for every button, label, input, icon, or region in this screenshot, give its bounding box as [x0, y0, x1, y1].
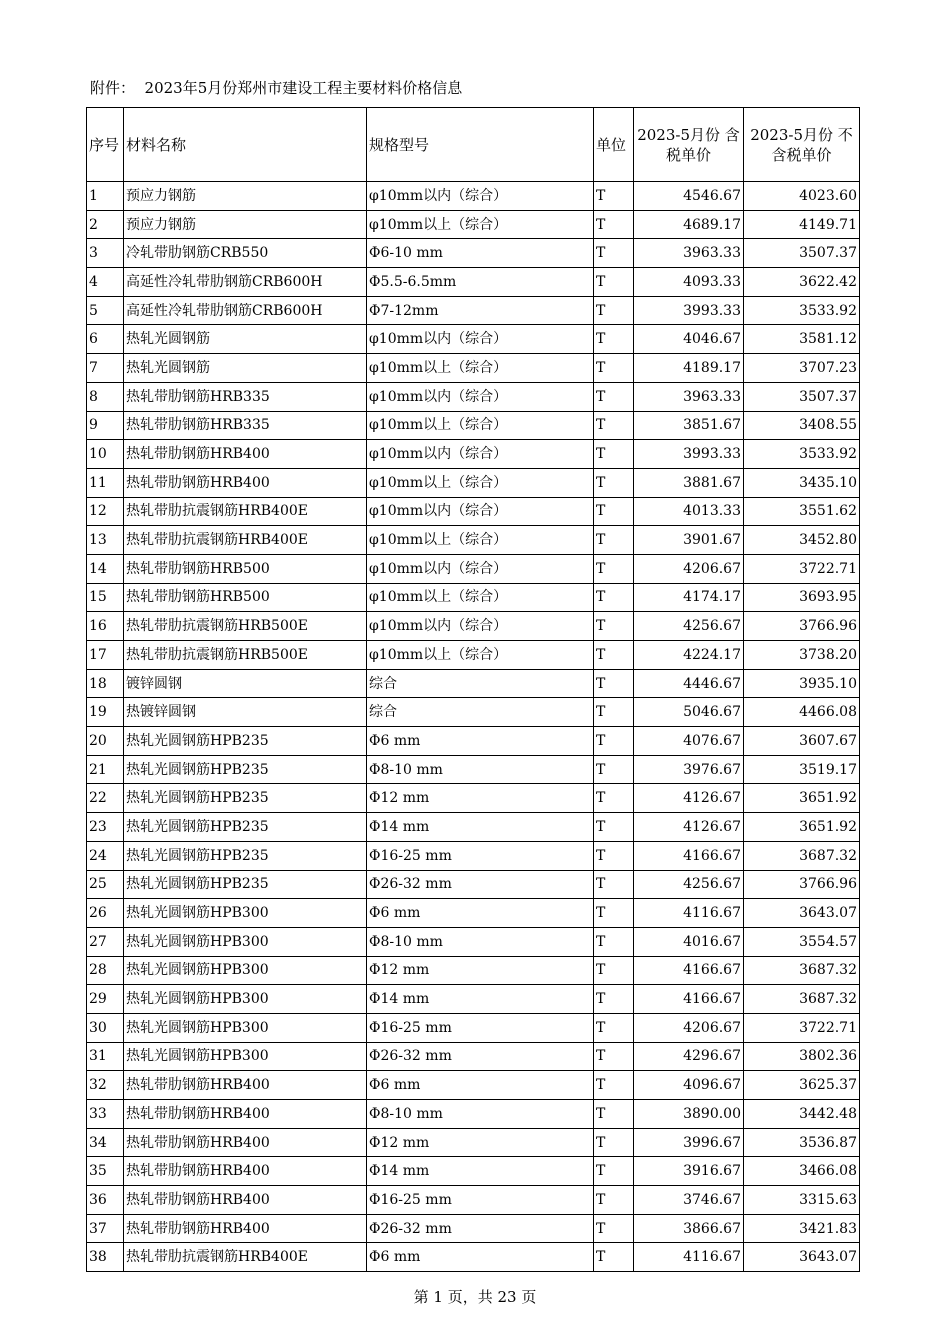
- cell-price-notax: 3421.83: [744, 1214, 860, 1243]
- cell-unit: T: [594, 182, 634, 211]
- cell-unit: T: [594, 813, 634, 842]
- cell-price-notax: 3315.63: [744, 1186, 860, 1215]
- cell-price-notax: 3651.92: [744, 784, 860, 813]
- cell-unit: T: [594, 927, 634, 956]
- cell-price-tax: 3851.67: [634, 411, 744, 440]
- cell-name: 热轧带肋抗震钢筋HRB500E: [124, 641, 367, 670]
- cell-name: 冷轧带肋钢筋CRB550: [124, 239, 367, 268]
- table-row: [87, 1214, 860, 1243]
- cell-name: 高延性冷轧带肋钢筋CRB600H: [124, 268, 367, 297]
- cell-unit: T: [594, 956, 634, 985]
- cell-spec: φ10mm以上（综合）: [367, 411, 594, 440]
- cell-name: 热轧光圆钢筋HPB235: [124, 813, 367, 842]
- cell-spec: φ10mm以内（综合）: [367, 554, 594, 583]
- cell-spec: Φ8-10 mm: [367, 927, 594, 956]
- cell-seq: 11: [87, 468, 124, 497]
- cell-name: 热轧带肋钢筋HRB400: [124, 1128, 367, 1157]
- cell-price-tax: 4446.67: [634, 669, 744, 698]
- cell-name: 热轧光圆钢筋HPB235: [124, 784, 367, 813]
- cell-price-tax: 4189.17: [634, 354, 744, 383]
- cell-price-tax: 4116.67: [634, 899, 744, 928]
- table-row: [87, 382, 860, 411]
- cell-name: 镀锌圆钢: [124, 669, 367, 698]
- cell-spec: Φ12 mm: [367, 956, 594, 985]
- table-row: [87, 669, 860, 698]
- cell-price-tax: 4126.67: [634, 813, 744, 842]
- cell-price-notax: 3625.37: [744, 1071, 860, 1100]
- cell-spec: φ10mm以内（综合）: [367, 325, 594, 354]
- cell-price-notax: 4149.71: [744, 210, 860, 239]
- cell-spec: φ10mm以上（综合）: [367, 210, 594, 239]
- cell-price-tax: 3866.67: [634, 1214, 744, 1243]
- cell-spec: Φ16-25 mm: [367, 841, 594, 870]
- cell-spec: Φ14 mm: [367, 813, 594, 842]
- cell-unit: T: [594, 583, 634, 612]
- cell-spec: φ10mm以上（综合）: [367, 526, 594, 555]
- table-row: [87, 210, 860, 239]
- cell-unit: T: [594, 641, 634, 670]
- cell-seq: 4: [87, 268, 124, 297]
- cell-seq: 24: [87, 841, 124, 870]
- cell-seq: 21: [87, 755, 124, 784]
- cell-unit: T: [594, 698, 634, 727]
- table-row: [87, 755, 860, 784]
- cell-price-tax: 4126.67: [634, 784, 744, 813]
- cell-spec: Φ5.5-6.5mm: [367, 268, 594, 297]
- cell-name: 热轧带肋钢筋HRB500: [124, 583, 367, 612]
- cell-seq: 33: [87, 1100, 124, 1129]
- cell-price-tax: 3976.67: [634, 755, 744, 784]
- table-row: [87, 497, 860, 526]
- cell-price-tax: 5046.67: [634, 698, 744, 727]
- cell-unit: T: [594, 612, 634, 641]
- cell-spec: Φ7-12mm: [367, 296, 594, 325]
- cell-price-notax: 3507.37: [744, 382, 860, 411]
- cell-name: 热轧光圆钢筋HPB300: [124, 1013, 367, 1042]
- cell-price-notax: 3722.71: [744, 554, 860, 583]
- cell-price-tax: 4166.67: [634, 956, 744, 985]
- table-row: [87, 1013, 860, 1042]
- table-row: [87, 813, 860, 842]
- cell-price-tax: 4166.67: [634, 841, 744, 870]
- table-row: [87, 1186, 860, 1215]
- cell-spec: Φ26-32 mm: [367, 1214, 594, 1243]
- cell-price-tax: 3993.33: [634, 296, 744, 325]
- cell-unit: T: [594, 1157, 634, 1186]
- cell-spec: φ10mm以上（综合）: [367, 583, 594, 612]
- cell-price-tax: 4093.33: [634, 268, 744, 297]
- table-row: [87, 1071, 860, 1100]
- table-row: [87, 411, 860, 440]
- cell-seq: 5: [87, 296, 124, 325]
- cell-unit: T: [594, 296, 634, 325]
- cell-unit: T: [594, 1243, 634, 1272]
- table-header-row: [87, 108, 860, 182]
- cell-price-notax: 3693.95: [744, 583, 860, 612]
- cell-seq: 28: [87, 956, 124, 985]
- cell-unit: T: [594, 239, 634, 268]
- cell-spec: Φ14 mm: [367, 985, 594, 1014]
- cell-spec: Φ8-10 mm: [367, 1100, 594, 1129]
- cell-name: 热轧带肋钢筋HRB400: [124, 440, 367, 469]
- cell-seq: 22: [87, 784, 124, 813]
- cell-unit: T: [594, 325, 634, 354]
- cell-spec: Φ16-25 mm: [367, 1186, 594, 1215]
- cell-price-tax: 4013.33: [634, 497, 744, 526]
- cell-unit: T: [594, 440, 634, 469]
- cell-price-notax: 3533.92: [744, 440, 860, 469]
- table-row: [87, 1128, 860, 1157]
- cell-unit: T: [594, 870, 634, 899]
- cell-seq: 1: [87, 182, 124, 211]
- cell-price-notax: 3622.42: [744, 268, 860, 297]
- cell-unit: T: [594, 210, 634, 239]
- cell-name: 热轧光圆钢筋HPB300: [124, 927, 367, 956]
- table-row: [87, 182, 860, 211]
- cell-seq: 25: [87, 870, 124, 899]
- cell-price-notax: 3519.17: [744, 755, 860, 784]
- cell-spec: Φ26-32 mm: [367, 1042, 594, 1071]
- cell-seq: 8: [87, 382, 124, 411]
- cell-unit: T: [594, 784, 634, 813]
- cell-name: 热轧带肋抗震钢筋HRB400E: [124, 526, 367, 555]
- cell-price-notax: 3442.48: [744, 1100, 860, 1129]
- cell-seq: 32: [87, 1071, 124, 1100]
- table-row: [87, 296, 860, 325]
- cell-name: 热轧光圆钢筋HPB300: [124, 956, 367, 985]
- table-row: [87, 899, 860, 928]
- cell-seq: 13: [87, 526, 124, 555]
- cell-price-notax: 3643.07: [744, 1243, 860, 1272]
- cell-spec: φ10mm以内（综合）: [367, 440, 594, 469]
- cell-name: 热轧带肋钢筋HRB400: [124, 1186, 367, 1215]
- cell-price-notax: 3687.32: [744, 985, 860, 1014]
- table-row: [87, 841, 860, 870]
- header-price-notax: 2023-5月份 不含税单价: [744, 108, 860, 182]
- table-row: [87, 354, 860, 383]
- cell-seq: 37: [87, 1214, 124, 1243]
- cell-price-tax: 3916.67: [634, 1157, 744, 1186]
- table-row: [87, 1243, 860, 1272]
- cell-price-notax: 3466.08: [744, 1157, 860, 1186]
- document-title: 附件： 2023年5月份郑州市建设工程主要材料价格信息: [90, 79, 463, 97]
- cell-unit: T: [594, 382, 634, 411]
- table-row: [87, 440, 860, 469]
- cell-price-tax: 4174.17: [634, 583, 744, 612]
- cell-name: 热轧光圆钢筋HPB235: [124, 841, 367, 870]
- cell-price-notax: 3707.23: [744, 354, 860, 383]
- table-row: [87, 698, 860, 727]
- header-name: 材料名称: [124, 108, 367, 182]
- cell-seq: 16: [87, 612, 124, 641]
- cell-price-notax: 3536.87: [744, 1128, 860, 1157]
- cell-unit: T: [594, 468, 634, 497]
- cell-seq: 6: [87, 325, 124, 354]
- cell-price-notax: 3651.92: [744, 813, 860, 842]
- cell-spec: φ10mm以内（综合）: [367, 497, 594, 526]
- cell-price-notax: 3766.96: [744, 870, 860, 899]
- cell-price-tax: 4296.67: [634, 1042, 744, 1071]
- cell-seq: 15: [87, 583, 124, 612]
- cell-seq: 27: [87, 927, 124, 956]
- cell-spec: φ10mm以内（综合）: [367, 182, 594, 211]
- cell-price-tax: 3901.67: [634, 526, 744, 555]
- cell-spec: Φ8-10 mm: [367, 755, 594, 784]
- cell-name: 热轧带肋钢筋HRB400: [124, 1100, 367, 1129]
- cell-price-tax: 3993.33: [634, 440, 744, 469]
- cell-name: 热轧带肋抗震钢筋HRB500E: [124, 612, 367, 641]
- cell-unit: T: [594, 554, 634, 583]
- cell-name: 热轧光圆钢筋: [124, 325, 367, 354]
- cell-price-tax: 3746.67: [634, 1186, 744, 1215]
- table-row: [87, 727, 860, 756]
- cell-seq: 18: [87, 669, 124, 698]
- table-row: [87, 985, 860, 1014]
- cell-price-tax: 4166.67: [634, 985, 744, 1014]
- cell-spec: Φ12 mm: [367, 784, 594, 813]
- cell-price-notax: 3643.07: [744, 899, 860, 928]
- table-row: [87, 870, 860, 899]
- table-row: [87, 268, 860, 297]
- table-row: [87, 468, 860, 497]
- cell-spec: φ10mm以上（综合）: [367, 468, 594, 497]
- cell-unit: T: [594, 1013, 634, 1042]
- cell-price-tax: 3963.33: [634, 382, 744, 411]
- cell-price-notax: 3452.80: [744, 526, 860, 555]
- cell-name: 预应力钢筋: [124, 182, 367, 211]
- cell-unit: T: [594, 1042, 634, 1071]
- cell-price-notax: 3551.62: [744, 497, 860, 526]
- cell-price-notax: 3687.32: [744, 956, 860, 985]
- table-row: [87, 325, 860, 354]
- cell-price-notax: 3722.71: [744, 1013, 860, 1042]
- table-row: [87, 927, 860, 956]
- cell-name: 热轧带肋钢筋HRB335: [124, 411, 367, 440]
- table-row: [87, 239, 860, 268]
- cell-unit: T: [594, 727, 634, 756]
- cell-name: 热轧带肋抗震钢筋HRB400E: [124, 497, 367, 526]
- cell-unit: T: [594, 1100, 634, 1129]
- cell-name: 热镀锌圆钢: [124, 698, 367, 727]
- cell-name: 热轧带肋钢筋HRB400: [124, 1071, 367, 1100]
- cell-price-tax: 4116.67: [634, 1243, 744, 1272]
- cell-name: 热轧光圆钢筋HPB300: [124, 985, 367, 1014]
- cell-name: 热轧带肋钢筋HRB400: [124, 468, 367, 497]
- cell-price-tax: 4256.67: [634, 612, 744, 641]
- cell-price-tax: 4256.67: [634, 870, 744, 899]
- cell-unit: T: [594, 899, 634, 928]
- page-footer: 第 1 页，共 23 页: [413, 1288, 537, 1306]
- cell-price-notax: 4023.60: [744, 182, 860, 211]
- cell-price-notax: 3766.96: [744, 612, 860, 641]
- cell-spec: Φ6-10 mm: [367, 239, 594, 268]
- cell-spec: φ10mm以上（综合）: [367, 641, 594, 670]
- cell-seq: 35: [87, 1157, 124, 1186]
- cell-price-notax: 3533.92: [744, 296, 860, 325]
- cell-unit: T: [594, 1071, 634, 1100]
- cell-seq: 17: [87, 641, 124, 670]
- cell-price-notax: 3935.10: [744, 669, 860, 698]
- cell-spec: φ10mm以内（综合）: [367, 612, 594, 641]
- price-table: [86, 107, 860, 1272]
- cell-spec: Φ14 mm: [367, 1157, 594, 1186]
- cell-price-tax: 3881.67: [634, 468, 744, 497]
- cell-name: 热轧光圆钢筋HPB300: [124, 899, 367, 928]
- cell-price-tax: 4046.67: [634, 325, 744, 354]
- table-row: [87, 554, 860, 583]
- cell-seq: 30: [87, 1013, 124, 1042]
- cell-seq: 31: [87, 1042, 124, 1071]
- cell-price-notax: 3687.32: [744, 841, 860, 870]
- cell-spec: Φ16-25 mm: [367, 1013, 594, 1042]
- cell-unit: T: [594, 1128, 634, 1157]
- cell-spec: Φ6 mm: [367, 1071, 594, 1100]
- table-row: [87, 784, 860, 813]
- cell-seq: 2: [87, 210, 124, 239]
- cell-seq: 14: [87, 554, 124, 583]
- cell-unit: T: [594, 497, 634, 526]
- cell-price-tax: 4689.17: [634, 210, 744, 239]
- table-body: [87, 182, 860, 1272]
- header-seq: 序号: [87, 108, 124, 182]
- cell-spec: Φ26-32 mm: [367, 870, 594, 899]
- cell-price-tax: 4096.67: [634, 1071, 744, 1100]
- cell-price-notax: 3408.55: [744, 411, 860, 440]
- cell-seq: 12: [87, 497, 124, 526]
- cell-spec: Φ6 mm: [367, 1243, 594, 1272]
- cell-seq: 20: [87, 727, 124, 756]
- cell-unit: T: [594, 985, 634, 1014]
- cell-name: 热轧带肋钢筋HRB400: [124, 1214, 367, 1243]
- cell-name: 热轧光圆钢筋: [124, 354, 367, 383]
- cell-price-tax: 4546.67: [634, 182, 744, 211]
- cell-unit: T: [594, 1214, 634, 1243]
- cell-spec: φ10mm以内（综合）: [367, 382, 594, 411]
- cell-unit: T: [594, 526, 634, 555]
- cell-name: 热轧光圆钢筋HPB235: [124, 870, 367, 899]
- table-row: [87, 1157, 860, 1186]
- table-row: [87, 583, 860, 612]
- cell-unit: T: [594, 755, 634, 784]
- cell-spec: 综合: [367, 698, 594, 727]
- cell-unit: T: [594, 1186, 634, 1215]
- header-spec: 规格型号: [367, 108, 594, 182]
- cell-spec: 综合: [367, 669, 594, 698]
- cell-seq: 26: [87, 899, 124, 928]
- cell-price-tax: 4206.67: [634, 1013, 744, 1042]
- cell-name: 热轧带肋钢筋HRB400: [124, 1157, 367, 1186]
- cell-price-tax: 4224.17: [634, 641, 744, 670]
- cell-unit: T: [594, 411, 634, 440]
- cell-unit: T: [594, 841, 634, 870]
- cell-price-notax: 3435.10: [744, 468, 860, 497]
- table-row: [87, 1100, 860, 1129]
- cell-price-notax: 4466.08: [744, 698, 860, 727]
- table-row: [87, 1042, 860, 1071]
- cell-seq: 3: [87, 239, 124, 268]
- cell-price-tax: 3996.67: [634, 1128, 744, 1157]
- cell-price-notax: 3802.36: [744, 1042, 860, 1071]
- cell-seq: 7: [87, 354, 124, 383]
- cell-spec: Φ6 mm: [367, 899, 594, 928]
- cell-name: 高延性冷轧带肋钢筋CRB600H: [124, 296, 367, 325]
- cell-name: 热轧光圆钢筋HPB235: [124, 727, 367, 756]
- cell-seq: 38: [87, 1243, 124, 1272]
- table-row: [87, 526, 860, 555]
- table-row: [87, 641, 860, 670]
- cell-spec: φ10mm以上（综合）: [367, 354, 594, 383]
- header-price-tax: 2023-5月份 含税单价: [634, 108, 744, 182]
- cell-seq: 29: [87, 985, 124, 1014]
- cell-price-notax: 3554.57: [744, 927, 860, 956]
- cell-unit: T: [594, 669, 634, 698]
- cell-name: 热轧光圆钢筋HPB300: [124, 1042, 367, 1071]
- cell-seq: 23: [87, 813, 124, 842]
- cell-seq: 19: [87, 698, 124, 727]
- cell-unit: T: [594, 268, 634, 297]
- cell-seq: 34: [87, 1128, 124, 1157]
- header-unit: 单位: [594, 108, 634, 182]
- cell-spec: Φ6 mm: [367, 727, 594, 756]
- cell-price-tax: 4016.67: [634, 927, 744, 956]
- table-row: [87, 956, 860, 985]
- cell-price-tax: 4076.67: [634, 727, 744, 756]
- cell-unit: T: [594, 354, 634, 383]
- cell-name: 预应力钢筋: [124, 210, 367, 239]
- cell-spec: Φ12 mm: [367, 1128, 594, 1157]
- cell-name: 热轧带肋抗震钢筋HRB400E: [124, 1243, 367, 1272]
- cell-price-tax: 3890.00: [634, 1100, 744, 1129]
- cell-seq: 36: [87, 1186, 124, 1215]
- cell-price-notax: 3581.12: [744, 325, 860, 354]
- table-row: [87, 612, 860, 641]
- cell-seq: 10: [87, 440, 124, 469]
- cell-name: 热轧光圆钢筋HPB235: [124, 755, 367, 784]
- cell-name: 热轧带肋钢筋HRB335: [124, 382, 367, 411]
- cell-name: 热轧带肋钢筋HRB500: [124, 554, 367, 583]
- cell-price-notax: 3738.20: [744, 641, 860, 670]
- cell-price-tax: 4206.67: [634, 554, 744, 583]
- cell-price-notax: 3507.37: [744, 239, 860, 268]
- cell-price-notax: 3607.67: [744, 727, 860, 756]
- cell-seq: 9: [87, 411, 124, 440]
- cell-price-tax: 3963.33: [634, 239, 744, 268]
